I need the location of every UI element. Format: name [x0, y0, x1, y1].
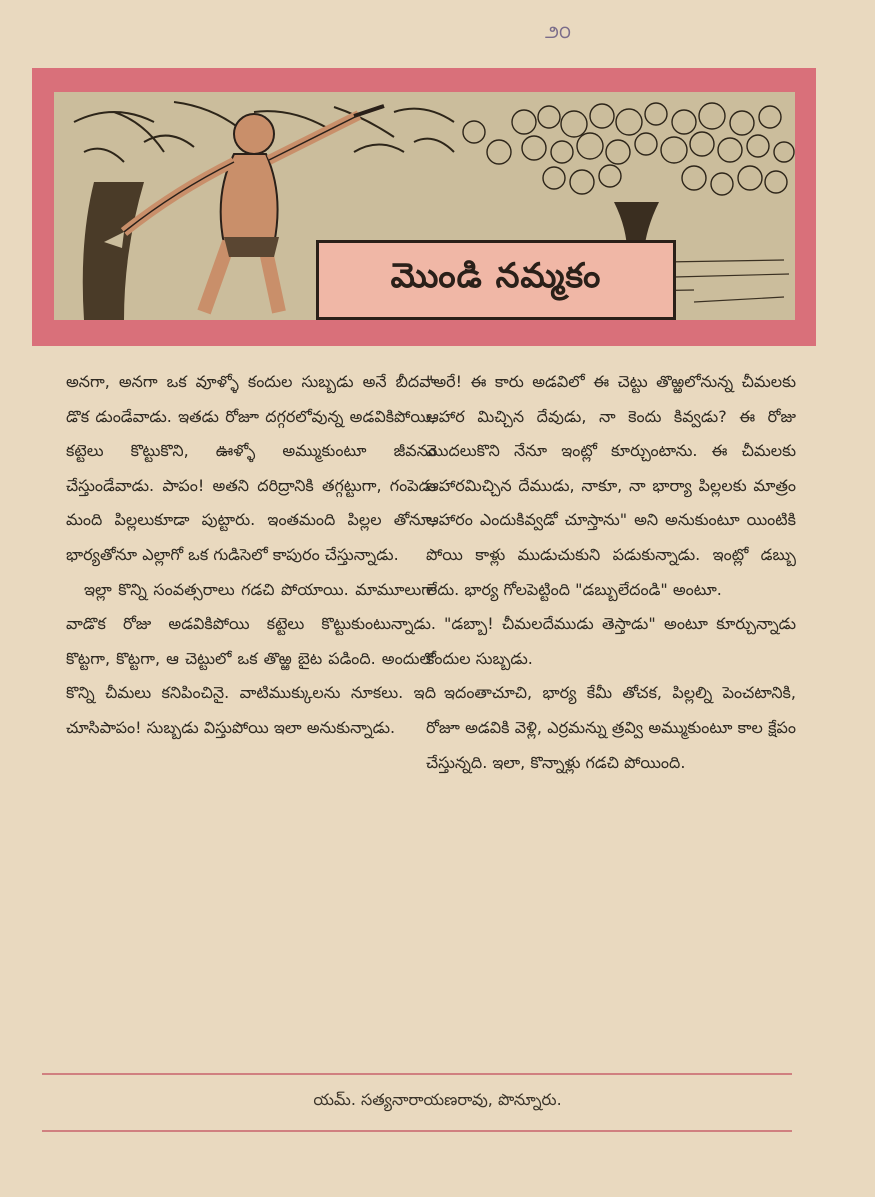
story-illustration — [54, 92, 795, 320]
author-credit: యమ్. సత్యనారాయణరావు, పొన్నూరు. — [313, 1090, 562, 1109]
paragraph: "అరే! ఈ కారు అడవిలో ఈ చెట్టు తొఱ్ఱలోనున్న చీమలకు ఆహార మిచ్చిన దేవుడు, నా కెందు కివ్వడు? ఈ రోజు మొదలుకొని నేనూ ఇంట్లో కూర్చుంటాను. ఈ చీమలకు ఆహారమిచ్చిన దేముడు, నాకూ, నా భార్యా పిల్లలకు మాత్రం ఆహారం ఎందుకివ్వడో చూస్తాను" అని అనుకుంటూ యింటికి పోయి కాళ్లు ముడుచుకుని పడుకున్నాడు. ఇంట్లో డబ్బు లేదు. భార్య గోలపెట్టింది "డబ్బులేదండి" అంటూ. — [426, 372, 796, 599]
paragraph: అనగా, అనగా ఒక వూళ్ళో కందుల సుబ్బడు అనే బీదవా డొక డుండేవాడు. ఇతడు రోజూ దగ్గరలోవున్న అడవికిపోయి, కట్టెలు కొట్టుకొని, ఊళ్ళో అమ్ముకుంటూ జీవనం చేస్తుండేవాడు. పాపం! అతని దరిద్రానికి తగ్గట్టుగా, గంపెడు మంది పిల్లలుకూడా పుట్టారు. ఇంతమంది పిల్లల తోనూ, భార్యతోనూ ఎల్లాగో ఒక గుడిసెలో కాపురం చేస్తున్నాడు. — [66, 372, 436, 564]
paragraph: ఇల్లా కొన్ని సంవత్సరాలు గడచి పోయాయి. మామూలుగా వాడొక రోజు అడవికిపోయి కట్టెలు కొట్టుకుంటున్నాడు. కొట్టగా, కొట్టగా, ఆ చెట్టులో ఒక తొఱ్ఱ బైట పడింది. అందులో కొన్ని చీమలు కనిపించినై. వాటిముక్కులను నూకలు. ఇది చూసిపాపం! సుబ్బడు విస్తుపోయి ఇలా అనుకున్నాడు. — [66, 579, 436, 737]
page-number: ౨౦ — [545, 22, 572, 43]
divider-top — [42, 1073, 792, 1075]
right-column — [426, 365, 796, 780]
paragraph: ఇదంతాచూచి, భార్య కేమీ తోచక, పిల్లల్ని పెంచటానికి, రోజూ అడవికి వెళ్లి, ఎర్రమన్ను త్రవ్వి అమ్ముకుంటూ కాల క్షేపం చేస్తున్నది. ఇలా, కొన్నాళ్లు గడచి పోయింది. — [426, 683, 796, 772]
paragraph: "డబ్బా! చీమలదేముడు తెస్తాడు" అంటూ కూర్చున్నాడు కందుల సుబ్బడు. — [426, 614, 796, 668]
divider-bottom — [42, 1130, 792, 1132]
left-column — [66, 365, 436, 746]
title-banner — [32, 68, 816, 346]
story-title: మొండి నమ్మకం — [316, 240, 676, 320]
